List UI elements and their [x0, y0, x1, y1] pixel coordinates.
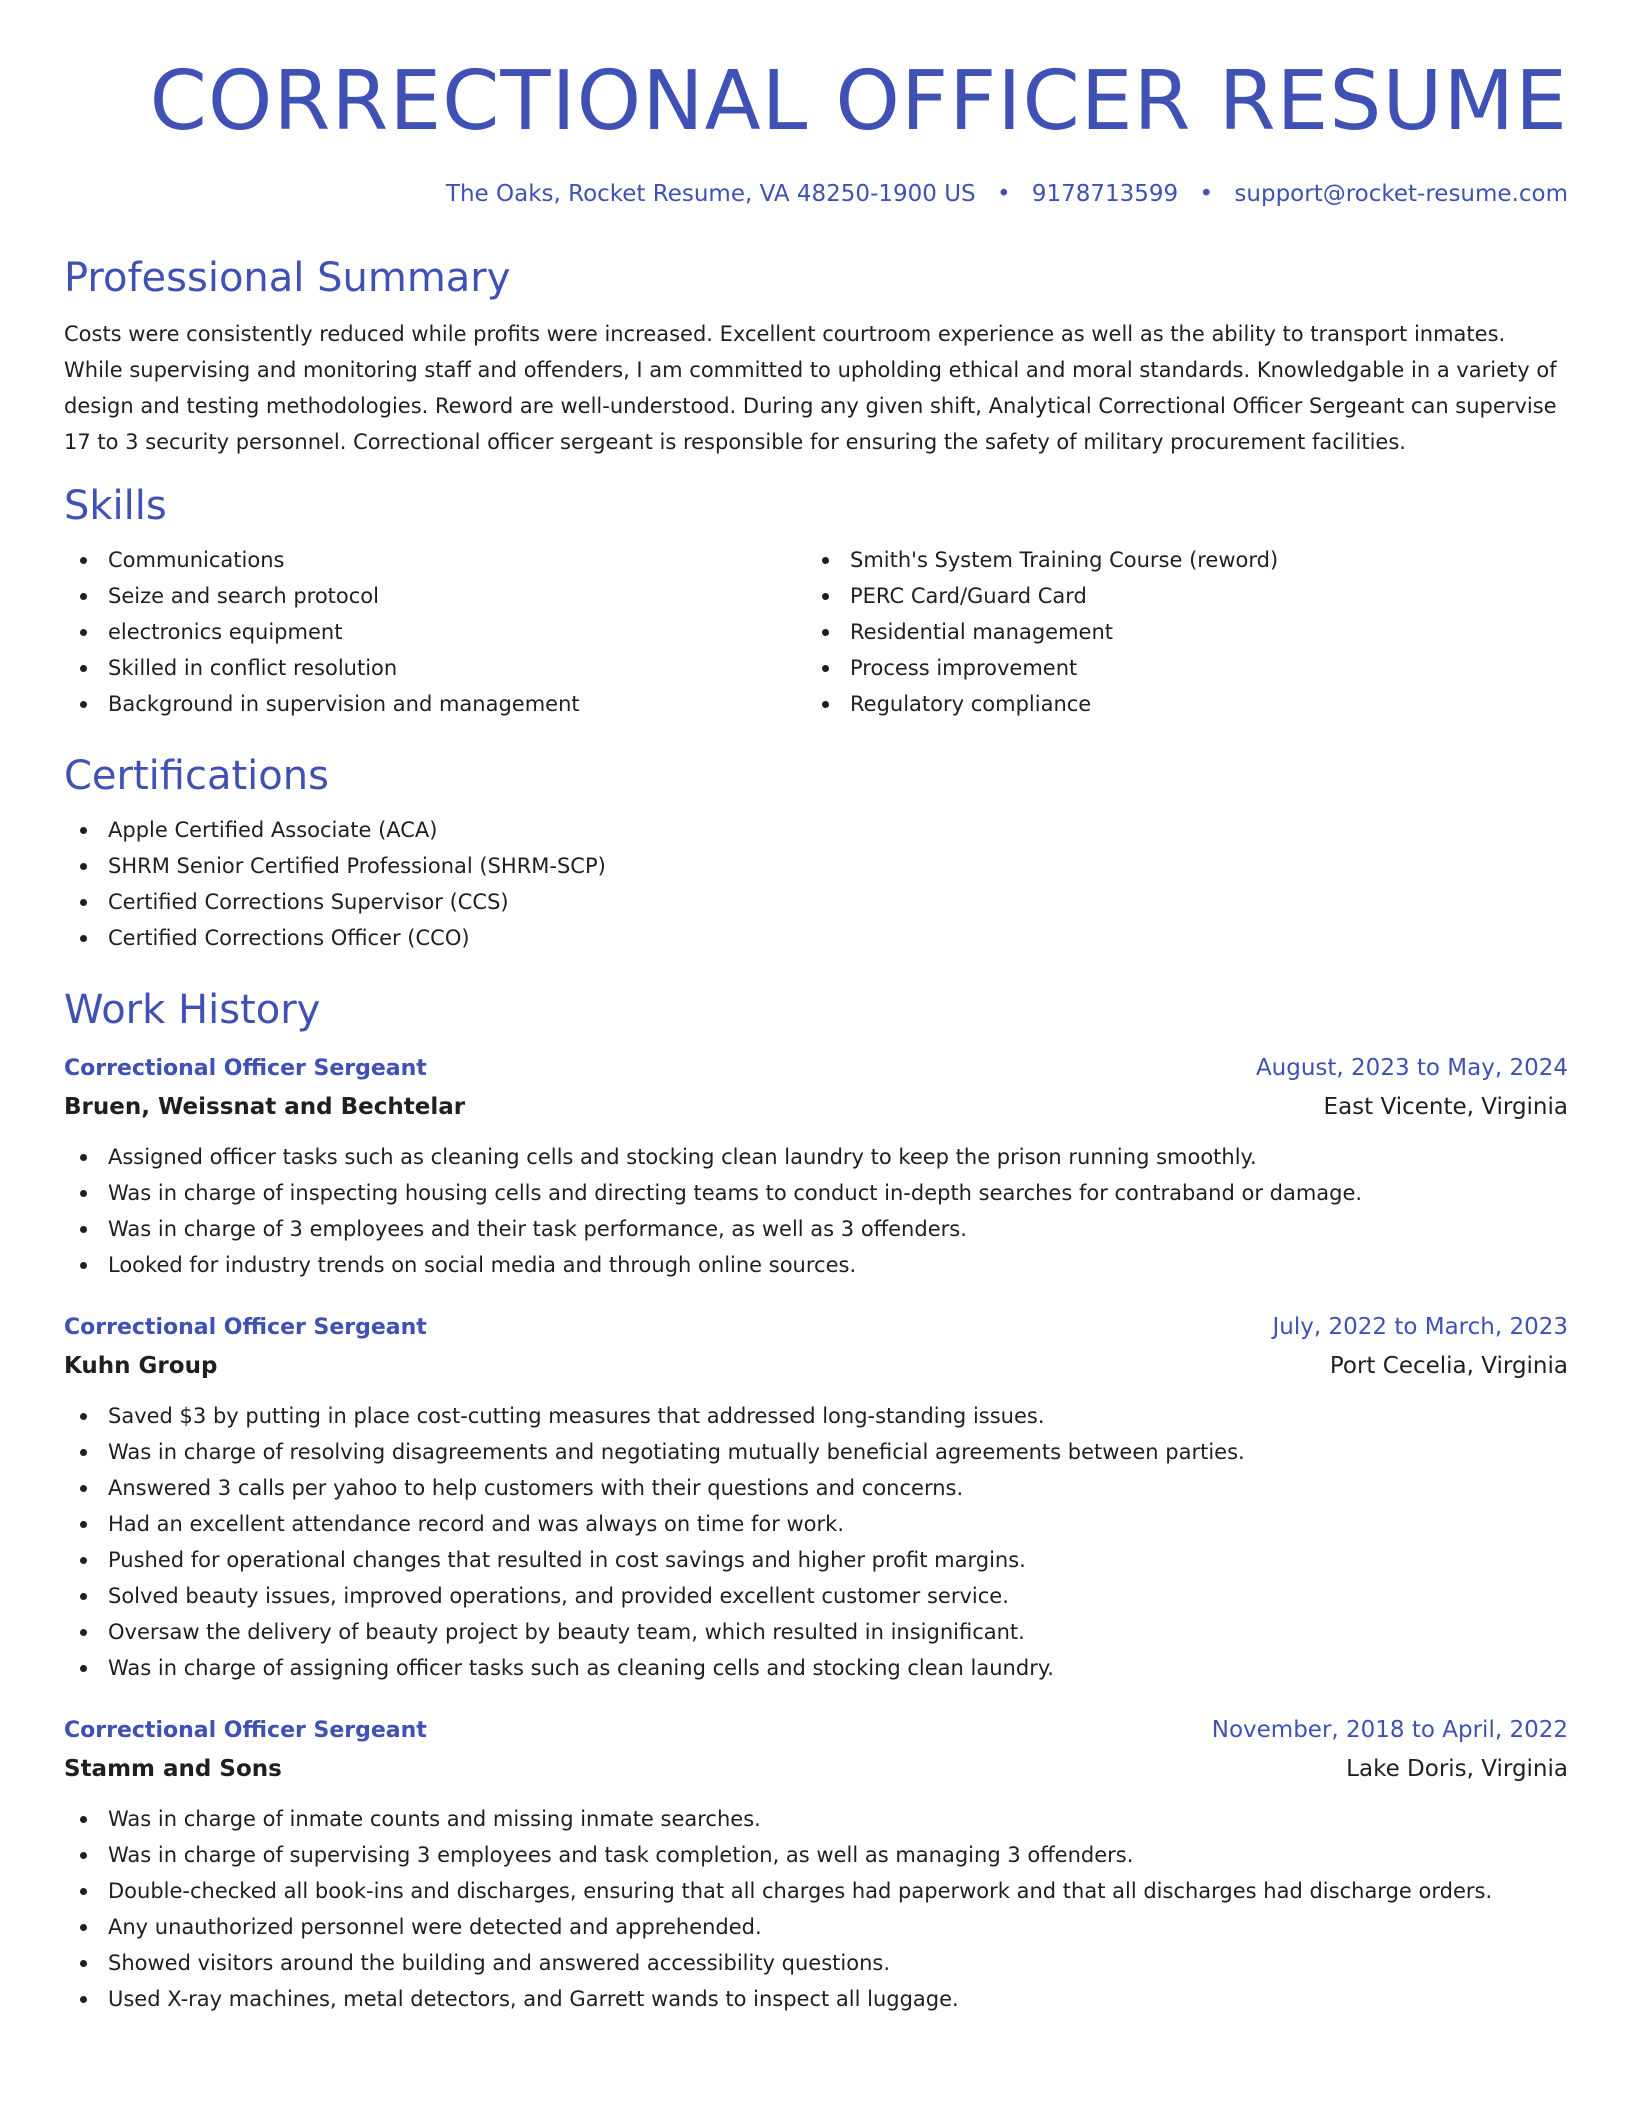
job-title: Correctional Officer Sergeant: [64, 1315, 427, 1340]
certifications-list: [64, 812, 1568, 956]
contact-email: support@rocket-resume.com: [1234, 181, 1568, 207]
certifications-section: [64, 752, 1568, 956]
contact-phone: 9178713599: [1031, 181, 1179, 207]
job-employer-row: [64, 1087, 1568, 1127]
job-bullet: Was in charge of resolving disagreements and negotiating mutually beneficial agreements between parties.: [64, 1434, 1568, 1470]
skills-section: [64, 482, 1568, 722]
job-bullet: Solved beauty issues, improved operations, and provided excellent customer service.: [64, 1578, 1568, 1614]
job-bullet: Double-checked all book-ins and discharges, ensuring that all charges had paperwork and that all discharges had discharge orders.: [64, 1873, 1568, 1909]
skill-item: Smith's System Training Course (reword): [806, 542, 1548, 578]
job-company: Kuhn Group: [64, 1353, 218, 1379]
job-bullet: Pushed for operational changes that resulted in cost savings and higher profit margins.: [64, 1542, 1568, 1578]
resume-page: [64, 0, 1568, 2017]
certifications-heading: Certifications: [64, 753, 329, 799]
skill-item: Skilled in conflict resolution: [64, 650, 806, 686]
skill-item: Residential management: [806, 614, 1548, 650]
contact-line: [64, 178, 1568, 210]
skill-item: Process improvement: [806, 650, 1548, 686]
contact-separator: •: [1199, 181, 1214, 207]
skills-list-left: [64, 542, 806, 722]
skill-item: PERC Card/Guard Card: [806, 578, 1548, 614]
skills-heading: Skills: [64, 483, 167, 529]
certification-item: SHRM Senior Certified Professional (SHRM-SCP): [64, 848, 1568, 884]
job-bullet: Answered 3 calls per yahoo to help customers with their questions and concerns.: [64, 1470, 1568, 1506]
skills-grid: [64, 542, 1568, 722]
job-company: Bruen, Weissnat and Bechtelar: [64, 1094, 466, 1120]
certification-item: Apple Certified Associate (ACA): [64, 812, 1568, 848]
job-bullet: Was in charge of assigning officer tasks such as cleaning cells and stocking clean laundry.: [64, 1650, 1568, 1686]
job-bullet: Was in charge of supervising 3 employees and task completion, as well as managing 3 offenders.: [64, 1837, 1568, 1873]
job-bullet-list: [64, 1398, 1568, 1686]
summary-section: [64, 254, 1568, 460]
job-header-row: [64, 1309, 1568, 1346]
job-employer-row: [64, 1346, 1568, 1386]
job-title: Correctional Officer Sergeant: [64, 1718, 427, 1743]
job-bullet: Had an excellent attendance record and was always on time for work.: [64, 1506, 1568, 1542]
job-dates: August, 2023 to May, 2024: [1255, 1055, 1568, 1081]
job-bullet: Was in charge of inspecting housing cells and directing teams to conduct in-depth searches for contraband or damage.: [64, 1175, 1568, 1211]
job-bullet: Was in charge of inmate counts and missing inmate searches.: [64, 1801, 1568, 1837]
skills-list-right: [806, 542, 1548, 722]
skill-item: electronics equipment: [64, 614, 806, 650]
skill-item: Regulatory compliance: [806, 686, 1548, 722]
job-location: Port Cecelia, Virginia: [1329, 1353, 1568, 1379]
summary-text: Costs were consistently reduced while profits were increased. Excellent courtroom experience as well as the ability to transport inmates. While supervising and monitoring staff and offenders, I am committed to upholding ethical and moral standards. Knowledgable in a variety of design and testing methodologies. Reword are well-understood. During any given shift, Analytical Correctional Officer Sergeant can supervise 17 to 3 security personnel. Correctional officer sergeant is responsible for ensuring the safety of military procurement facilities.: [64, 322, 1557, 454]
skill-item: Seize and search protocol: [64, 578, 806, 614]
certification-item: Certified Corrections Supervisor (CCS): [64, 884, 1568, 920]
job-header-row: [64, 1050, 1568, 1087]
job-employer-row: [64, 1749, 1568, 1789]
job-bullet: Assigned officer tasks such as cleaning cells and stocking clean laundry to keep the prison running smoothly.: [64, 1139, 1568, 1175]
job-bullet: Showed visitors around the building and answered accessibility questions.: [64, 1945, 1568, 1981]
job-bullet: Used X-ray machines, metal detectors, and Garrett wands to inspect all luggage.: [64, 1981, 1568, 2017]
job-bullet: Was in charge of 3 employees and their task performance, as well as 3 offenders.: [64, 1211, 1568, 1247]
resume-title: CORRECTIONAL OFFICER RESUME: [149, 54, 1568, 149]
job-company: Stamm and Sons: [64, 1756, 282, 1782]
contact-separator: •: [996, 181, 1011, 207]
job-location: Lake Doris, Virginia: [1346, 1756, 1568, 1782]
work-history-heading: Work History: [64, 987, 321, 1033]
job-dates: November, 2018 to April, 2022: [1211, 1717, 1568, 1743]
job-bullet-list: [64, 1139, 1568, 1283]
job-title: Correctional Officer Sergeant: [64, 1056, 427, 1081]
job-entry: [64, 1309, 1568, 1686]
contact-address: The Oaks, Rocket Resume, VA 48250-1900 US: [445, 181, 976, 207]
summary-heading: Professional Summary: [64, 255, 511, 301]
skill-item: Communications: [64, 542, 806, 578]
job-entry: [64, 1712, 1568, 2017]
skill-item: Background in supervision and management: [64, 686, 806, 722]
job-dates: July, 2022 to March, 2023: [1272, 1314, 1568, 1340]
certification-item: Certified Corrections Officer (CCO): [64, 920, 1568, 956]
job-header-row: [64, 1712, 1568, 1749]
job-entry: [64, 1050, 1568, 1283]
job-bullet: Any unauthorized personnel were detected and apprehended.: [64, 1909, 1568, 1945]
job-bullet: Saved $3 by putting in place cost-cutting measures that addressed long-standing issues.: [64, 1398, 1568, 1434]
job-location: East Vicente, Virginia: [1323, 1094, 1568, 1120]
job-bullet: Looked for industry trends on social media and through online sources.: [64, 1247, 1568, 1283]
job-bullet: Oversaw the delivery of beauty project by beauty team, which resulted in insignificant.: [64, 1614, 1568, 1650]
job-bullet-list: [64, 1801, 1568, 2017]
work-history-section: [64, 986, 1568, 2017]
